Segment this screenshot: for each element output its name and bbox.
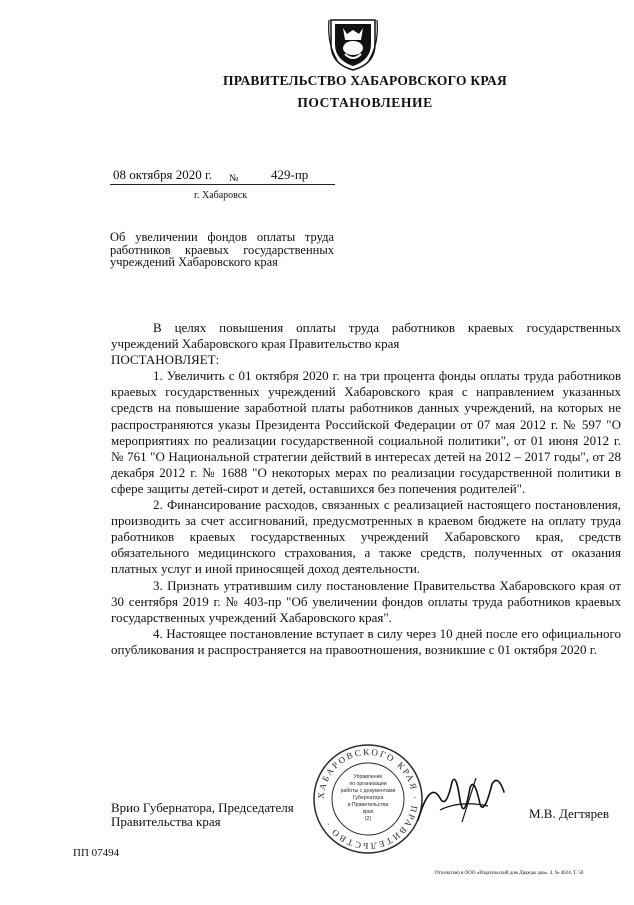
document-number: 429-пр bbox=[271, 167, 309, 182]
stamp-line-1: Управление bbox=[353, 774, 383, 780]
document-type: ПОСТАНОВЛЕНИЕ bbox=[297, 95, 433, 110]
resolve-heading: ПОСТАНОВЛЯЕТ: bbox=[111, 352, 220, 368]
city: г. Хабаровск bbox=[194, 190, 248, 201]
item-4: 4. Настоящее постановление вступает в силу через 10 дней после его официального опубликования и распространяется на правоотношения, возникшие с 01 октября 2020 г. bbox=[111, 625, 621, 657]
handwritten-signature bbox=[410, 770, 510, 830]
document-date: 08 октября 2020 г. bbox=[113, 167, 213, 182]
official-stamp bbox=[312, 743, 424, 855]
coat-of-arms-emblem bbox=[327, 14, 379, 72]
item-1: 1. Увеличить с 01 октября 2020 г. на три процента фонды оплаты труда работников краевых государственных учреждений Хабаровского края с направлением указанных средств на повышение заработной платы работников данных учреждений, на которых не распространяются указы Президента Российской Федерации от 07 мая 2012 г. № 597 "О мероприятиях по реализации государственной социальной политики", от 01 июня 2012 г. № 761 "О Национальной стратегии действий в интересах детей на 2012 – 2017 годы", от 28 декабря 2012 г. № 1688 "О некоторых мерах по реализации государственной политики в сфере защиты детей-сирот и детей, оставшихся без попечения родителей". bbox=[111, 368, 621, 496]
signatory-position-line-1: Врио Губернатора, Председателя bbox=[111, 800, 294, 815]
number-sign: № bbox=[229, 173, 239, 184]
government-name: ПРАВИТЕЛЬСТВО ХАБАРОВСКОГО КРАЯ bbox=[223, 73, 507, 88]
item-3: 3. Признать утратившим силу постановление Правительства Хабаровского края от 30 сентября 2019 г. № 403-пр "Об увеличении фондов оплаты труда работников краевых государственных учреждений Хабаровского края". bbox=[111, 577, 621, 625]
stamp-line-6: края bbox=[362, 809, 374, 815]
stamp-line-5: и Правительства bbox=[347, 802, 389, 808]
stamp-line-7: (2) bbox=[364, 816, 372, 822]
document-body bbox=[111, 320, 621, 658]
stamp-line-4: Губернатора bbox=[352, 795, 384, 801]
signatory-name: М.В. Дегтярев bbox=[529, 806, 610, 821]
intro-paragraph: В целях повышения оплаты труда работников краевых государственных учреждений Хабаровского края Правительство края bbox=[111, 320, 621, 352]
stamp-ring-text: ХАБАРОВСКОГО КРАЯ · ПРАВИТЕЛЬСТВО · bbox=[315, 746, 421, 852]
stamp-line-3: работы с документами bbox=[340, 788, 396, 794]
signatory-position-line-2: Правительства края bbox=[111, 814, 221, 829]
item-2: 2. Финансирование расходов, связанных с реализацией настоящего постановления, производить за счет ассигнований, предусмотренных в краевом бюджете на оплату труда работников краевых государственных учреждений Хабаровского края, средств обязательного медицинского страхования, а также средств, полученных от оказания платных услуг и иной приносящей доход деятельности. bbox=[111, 497, 621, 577]
document-code: ПП 07494 bbox=[73, 847, 120, 859]
document-subject: Об увеличении фондов оплаты труда работников краевых государственных учреждений Хабаровского края bbox=[110, 230, 334, 269]
signatory-position bbox=[111, 801, 294, 829]
date-underline bbox=[110, 184, 335, 185]
stamp-line-2: по организации bbox=[349, 781, 387, 787]
printer-imprint: Отпечатано в ООО «Издательский дом Дважды два». З. № 4624. Т. 50 bbox=[435, 871, 584, 876]
